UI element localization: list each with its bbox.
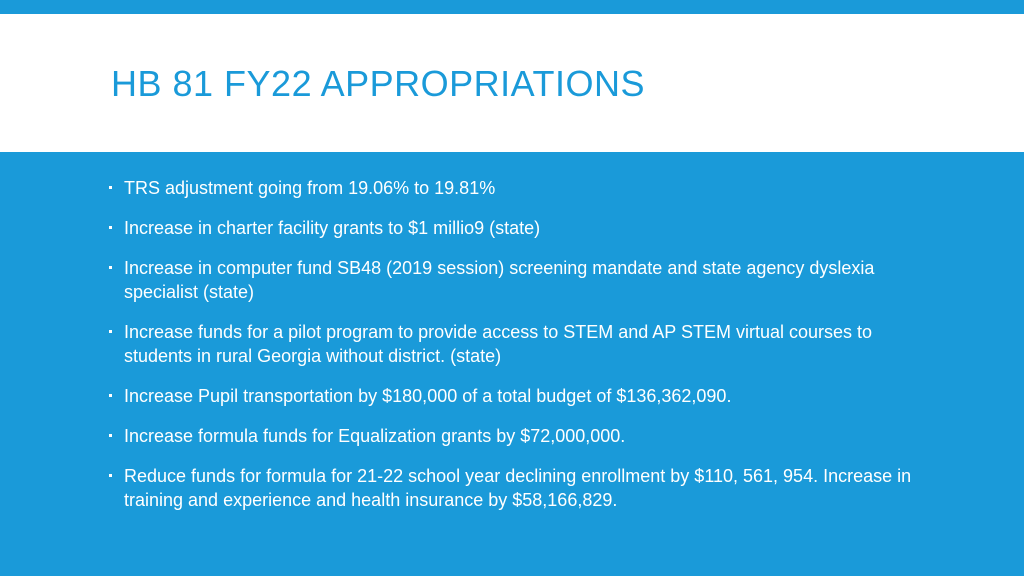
bullet-item xyxy=(108,176,928,200)
bullet-text: TRS adjustment going from 19.06% to 19.81% xyxy=(124,178,496,198)
bullet-icon xyxy=(109,186,112,189)
bullet-item xyxy=(108,424,928,448)
bullet-text: Increase in charter facility grants to $1 millio9 (state) xyxy=(124,218,541,238)
bullet-item xyxy=(108,320,928,368)
bullet-text: Increase in computer fund SB48 (2019 session) screening mandate and state agency dyslexia specialist (state) xyxy=(124,258,875,302)
bullet-icon xyxy=(109,330,112,333)
bullet-item xyxy=(108,464,928,512)
bullet-text: Reduce funds for formula for 21-22 school year declining enrollment by $110, 561, 954. Increase in training and experience and health insurance by $58,166,829. xyxy=(124,466,912,510)
bullet-text: Increase funds for a pilot program to provide access to STEM and AP STEM virtual courses to students in rural Georgia without district. (state) xyxy=(124,322,873,366)
bullet-text: Increase formula funds for Equalization grants by $72,000,000. xyxy=(124,426,626,446)
bullet-icon xyxy=(109,226,112,229)
bullet-item xyxy=(108,384,928,408)
bullet-icon xyxy=(109,394,112,397)
slide-title: HB 81 FY22 APPROPRIATIONS xyxy=(111,63,646,104)
bullet-icon xyxy=(109,266,112,269)
bullet-item xyxy=(108,216,928,240)
bullet-item xyxy=(108,256,928,304)
bullet-icon xyxy=(109,474,112,477)
content-area xyxy=(0,152,1024,576)
bullet-icon xyxy=(109,434,112,437)
top-accent-strip xyxy=(0,0,1024,14)
bullet-list xyxy=(108,176,928,528)
bullet-text: Increase Pupil transportation by $180,000 of a total budget of $136,362,090. xyxy=(124,386,732,406)
